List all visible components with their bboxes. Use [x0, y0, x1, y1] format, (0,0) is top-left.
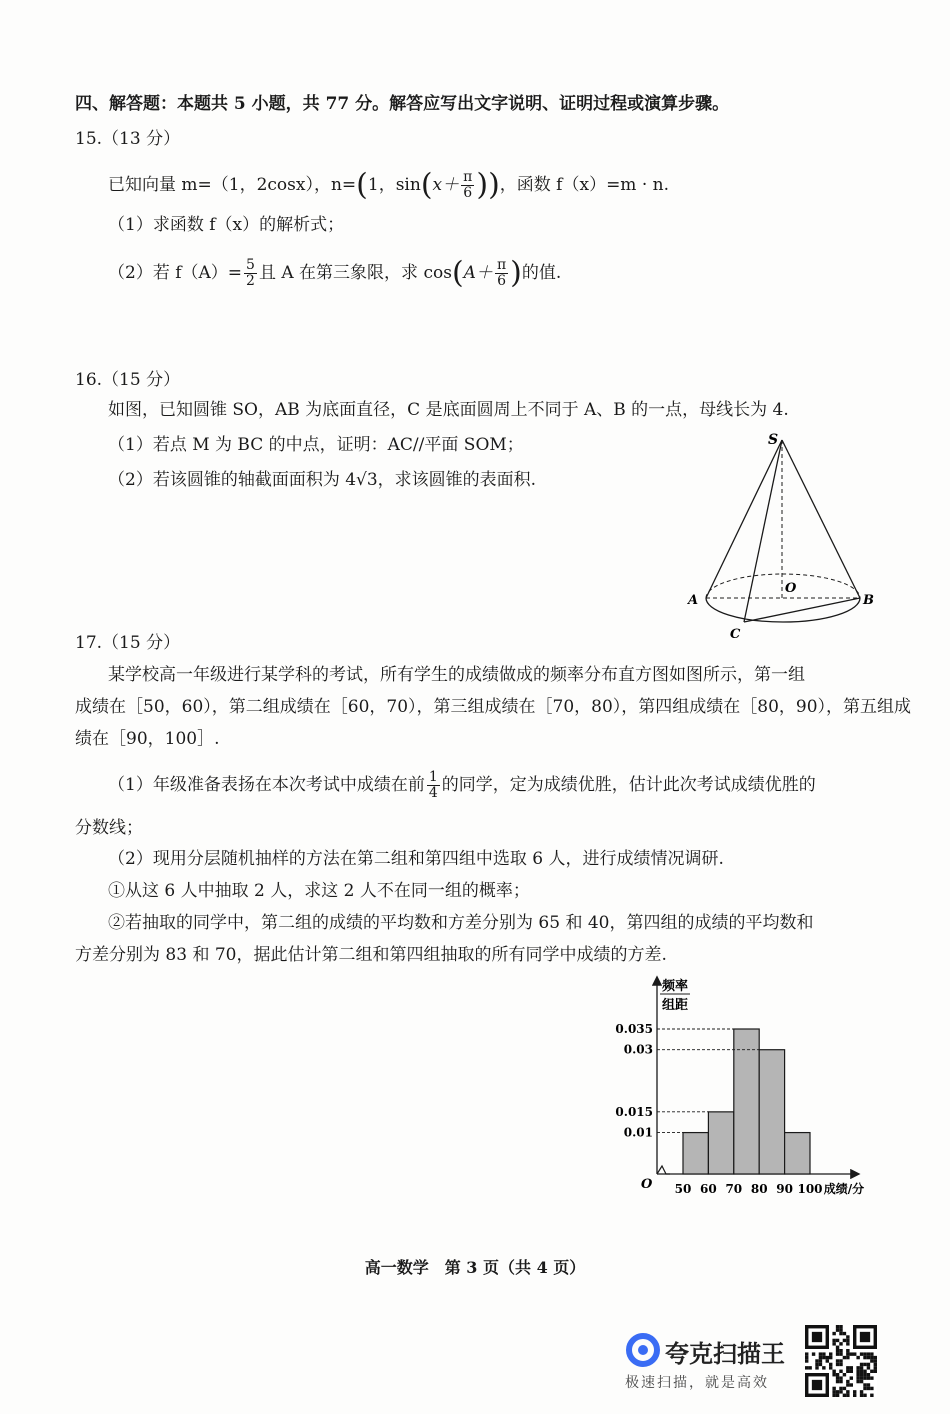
q15-vectors: m=（1，2cosx），n=	[181, 175, 357, 195]
y-tick-label: 0.01	[623, 1125, 653, 1140]
q17-line3: 绩在［90，100］.	[75, 729, 220, 749]
histogram-bar	[734, 1029, 759, 1174]
brand-name: 夸克扫描王	[665, 1340, 785, 1368]
q17-part2-1: ①从这 6 人中抽取 2 人，求这 2 人不在同一组的概率；	[108, 881, 530, 901]
q15-part1: （1）求函数 f（x）的解析式；	[108, 215, 345, 235]
q17-number: 17.（15 分）	[75, 633, 181, 653]
q15-stem	[108, 167, 669, 203]
scanner-logo-icon	[625, 1332, 661, 1368]
origin-label: O	[641, 1177, 653, 1192]
histogram-bar	[683, 1133, 708, 1174]
x-tick-label: 60	[700, 1182, 717, 1196]
x-tick-label: 80	[750, 1182, 768, 1196]
paren-close: )	[488, 167, 500, 203]
q15-text: 已知向量	[108, 175, 182, 195]
scanner-watermark	[625, 1320, 805, 1400]
page-footer: 高一数学 第 3 页（共 4 页）	[364, 1258, 586, 1277]
q17-part1: （1）年级准备表扬在本次考试中成绩在前 $\frac{1}{4}$ 的同学，定为成绩优胜，估计此次考试成绩优胜的	[108, 769, 816, 801]
x-tick-label: 90	[776, 1182, 793, 1196]
pi-over-6: $\frac{\pi}{6}$	[463, 169, 473, 201]
q16-part1: （1）若点 M 为 BC 的中点，证明：AC//平面 SOM；	[108, 435, 524, 455]
y-tick-label: 0.03	[623, 1042, 653, 1057]
q15-n-inner: 1，sin	[367, 175, 421, 195]
q15-function: ，函数 f（x）=m · n.	[499, 175, 669, 195]
pi-over-6: $\frac{\pi}{6}$	[496, 257, 507, 289]
x-tick-label: 70	[725, 1182, 743, 1196]
label-S: S	[768, 432, 779, 448]
y-axis-label-top: 频率	[661, 979, 689, 994]
label-B: B	[863, 593, 874, 608]
cone-figure	[682, 428, 882, 643]
x-tick-label: 100	[797, 1182, 823, 1196]
section-heading: 四、解答题：本题共 5 小题，共 77 分。解答应写出文字说明、证明过程或演算步骤。	[75, 94, 730, 114]
five-halves: $\frac{5}{2}$	[246, 257, 255, 289]
label-C: C	[730, 627, 741, 642]
histogram	[600, 970, 890, 1205]
label-A: A	[688, 593, 699, 608]
y-tick-label: 0.035	[615, 1022, 653, 1036]
q16-stem: 如图，已知圆锥 SO，AB 为底面直径，C 是底面圆周上不同于 A、B 的一点，母线长为 4.	[108, 400, 789, 420]
one-quarter: $\frac{1}{4}$	[428, 769, 438, 801]
paren-open: (	[356, 167, 368, 203]
y-tick-label: 0.015	[615, 1104, 653, 1119]
axis-break	[657, 1166, 670, 1174]
q17-line1: 某学校高一年级进行某学科的考试，所有学生的成绩做成的频率分布直方图如图所示，第一组	[108, 665, 805, 685]
q15-x-plus: x＋	[432, 175, 460, 195]
brand-slogan: 极速扫描，就是高效	[625, 1375, 769, 1391]
histogram-bar	[759, 1050, 784, 1174]
q17-part2-2-cont: 方差分别为 83 和 70，据此估计第二组和第四组抽取的所有同学中成绩的方差.	[75, 945, 667, 965]
label-O: O	[785, 581, 797, 596]
qr-code-icon	[805, 1325, 877, 1397]
paren-close: )	[476, 167, 489, 203]
histogram-bar	[785, 1133, 810, 1174]
histogram-bar	[708, 1112, 733, 1174]
paren-open: (	[420, 167, 433, 203]
q17-line2: 成绩在［50，60），第二组成绩在［60，70），第三组成绩在［70，80），第四组成绩在［80，90），第五组成	[75, 697, 912, 717]
q15-part2: （2）若 f（A）= $\frac{5}{2}$ 且 A 在第三象限，求 cos(A＋ $\frac{\pi}{6}$ )的值.	[108, 255, 562, 291]
q16-number: 16.（15 分）	[75, 370, 181, 390]
q17-part2: （2）现用分层随机抽样的方法在第二组和第四组中选取 6 人，进行成绩情况调研.	[108, 849, 724, 869]
q16-part2: （2）若该圆锥的轴截面面积为 4√3，求该圆锥的表面积.	[108, 470, 537, 490]
y-axis-label-bottom: 组距	[661, 998, 689, 1013]
q15-number: 15.（13 分）	[75, 129, 181, 149]
x-axis-label: 成绩/分	[823, 1182, 865, 1196]
x-tick-label: 50	[674, 1182, 692, 1196]
q17-part1-cont: 分数线；	[75, 818, 143, 838]
q17-part2-2: ②若抽取的同学中，第二组的成绩的平均数和方差分别为 65 和 40，第四组的成绩的平均数和	[108, 913, 814, 933]
